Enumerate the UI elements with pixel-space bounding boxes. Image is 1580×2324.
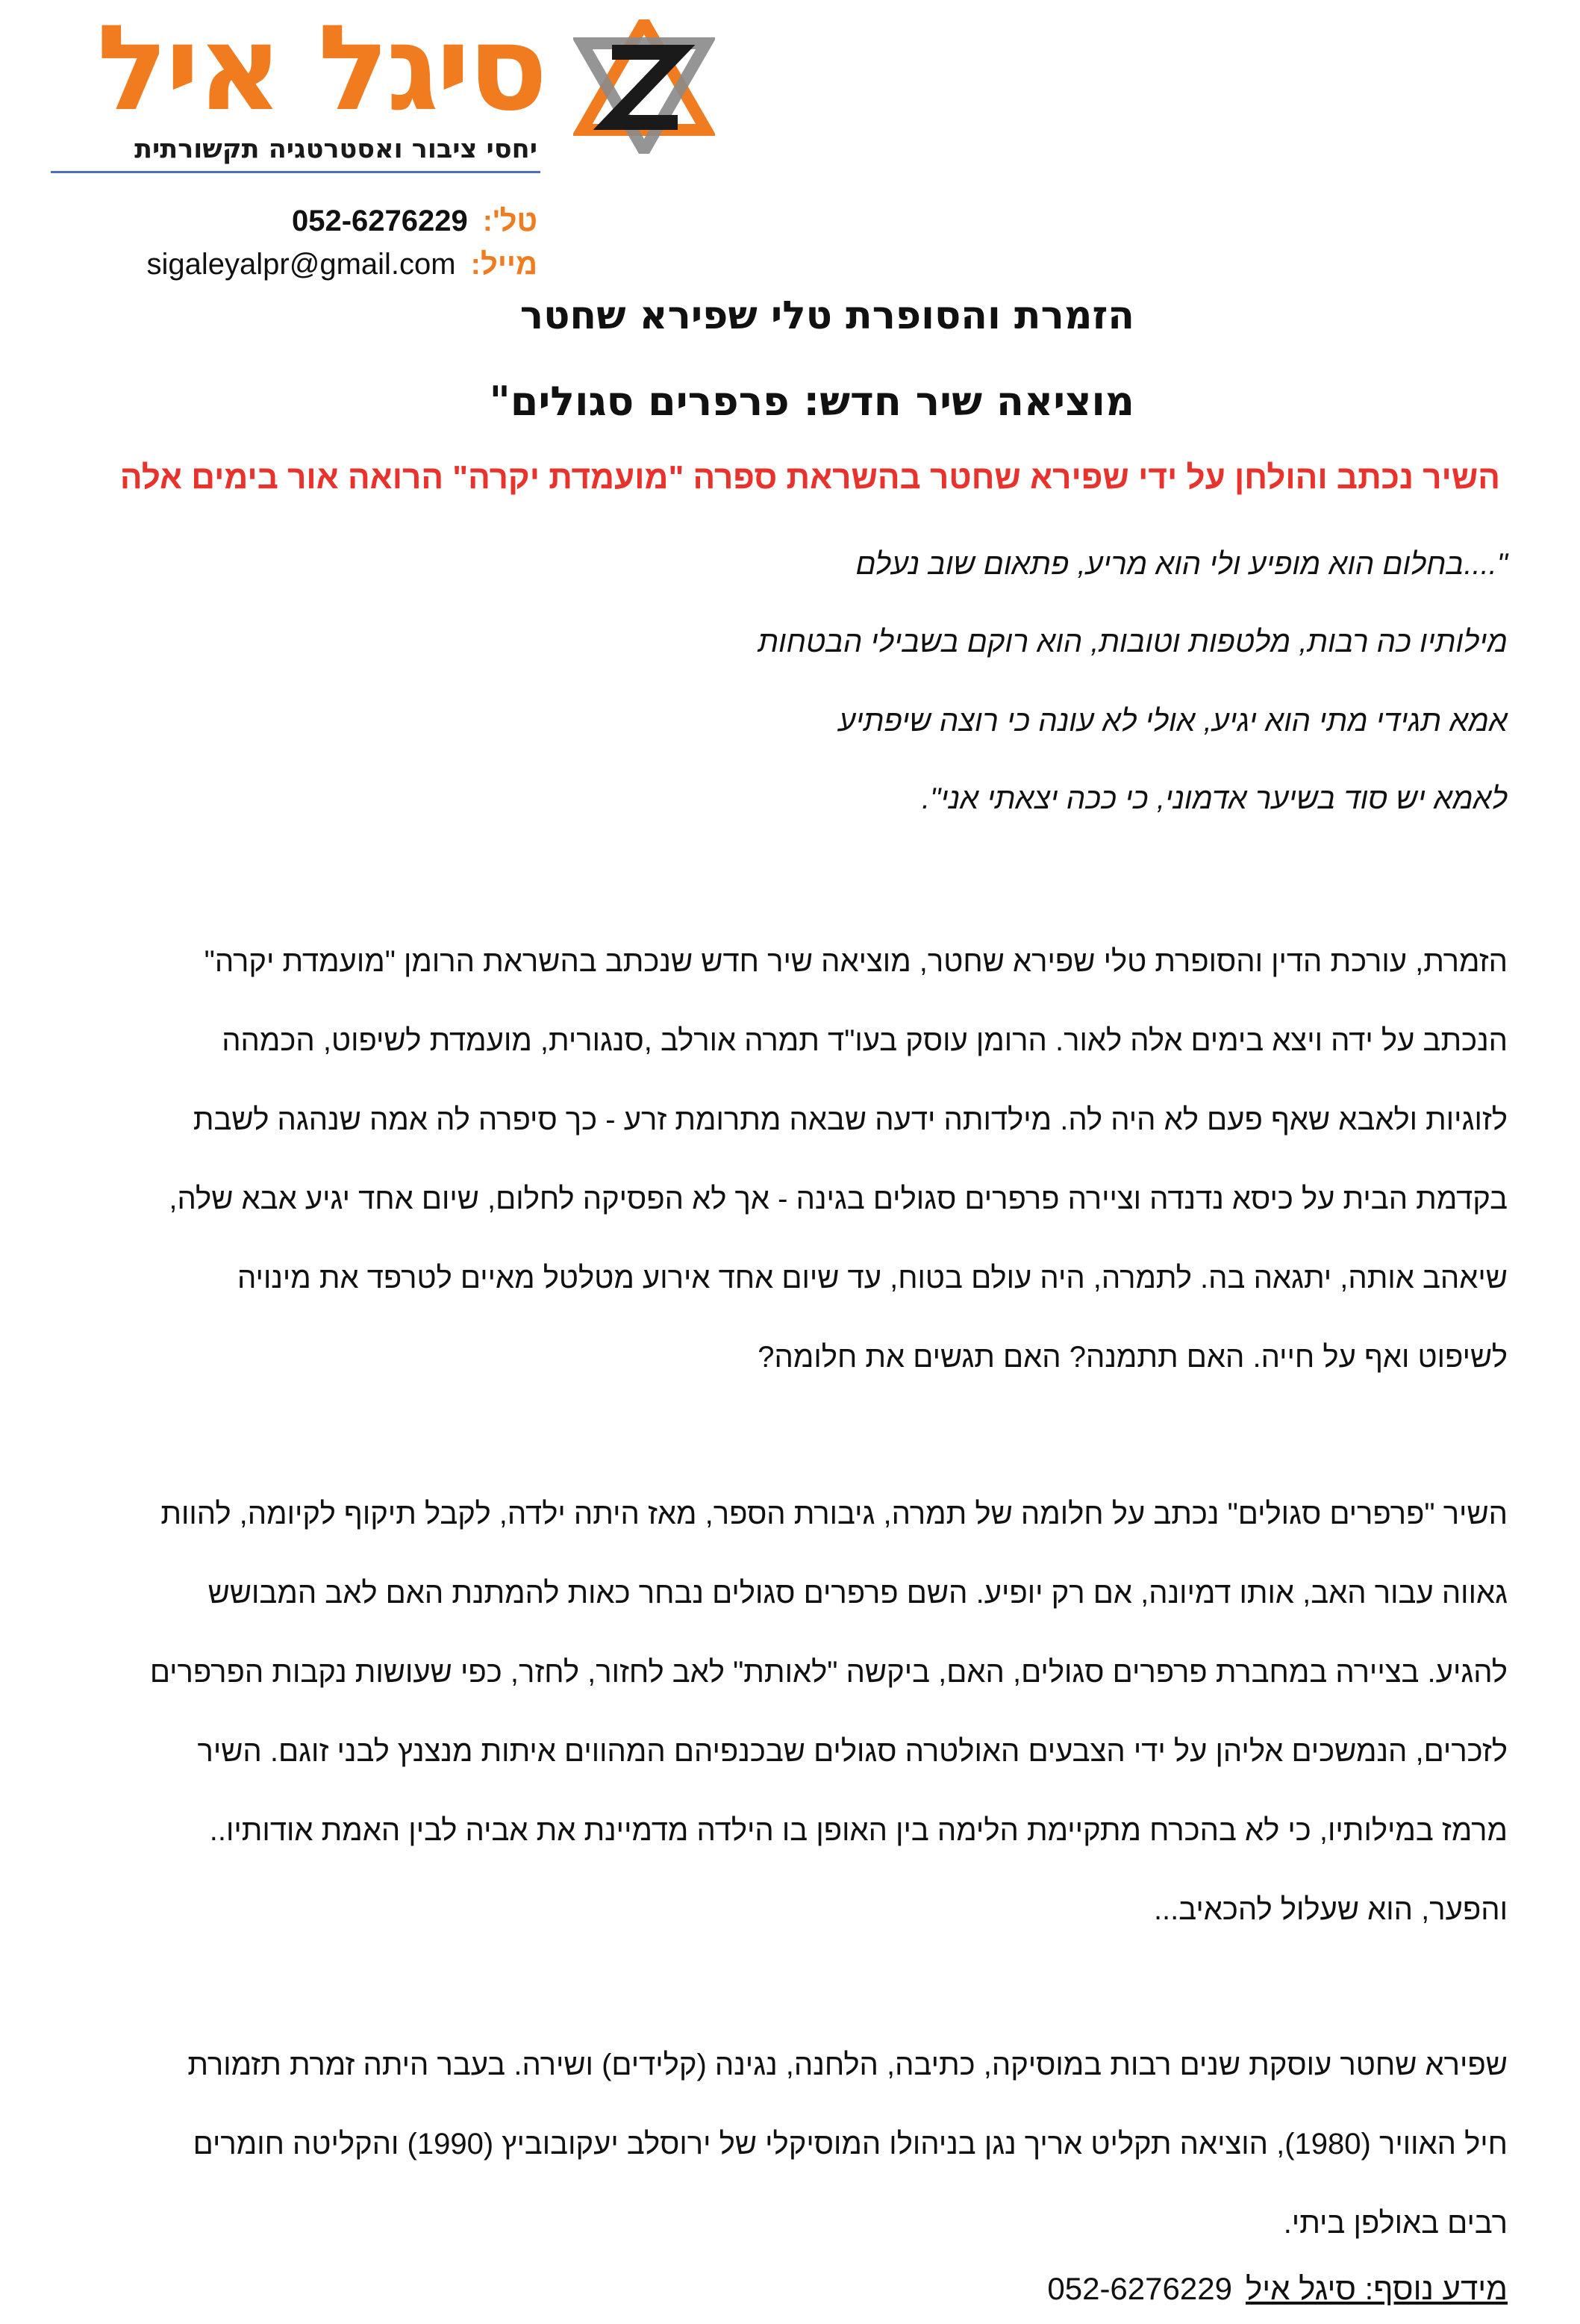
paragraph-1-line: שיאהב אותה, יתגאה בה. לתמרה, היה עולם בטוח, עד שיום אחד אירוע מטלטל מאיים לטרפד את מינויה	[237, 1262, 1508, 1295]
star-of-david-z-logo-icon	[573, 19, 715, 154]
footer-text: מידע נוסף: סיגל איל	[1245, 2271, 1508, 2306]
brand-tagline: יחסי ציבור ואסטרטגיה תקשורתית	[134, 134, 537, 164]
footer-contact	[1000, 2265, 1508, 2313]
paragraph-2-line: להגיע. בציירה במחברת פרפרים סגולים, האם, ביקשה "לאותת" לאב לחזור, לחזר, כפי שעושות נקבות הפרפרים	[149, 1656, 1508, 1689]
phone-value: 052-6276229	[291, 205, 468, 237]
lyric-line: "....בחלום הוא מופיע ולי הוא מריע, פתאום שוב נעלם	[855, 548, 1508, 581]
headline-line-1: הזמרת והסופרת טלי שפירא שחטר	[519, 293, 1134, 338]
lyric-line: אמא תגידי מתי הוא יגיע, אולי לא עונה כי רוצה שיפתיע	[838, 705, 1508, 738]
footer-phone: 052-6276229	[1047, 2271, 1232, 2306]
paragraph-2-line: והפער, הוא שעלול להכאיב...	[1153, 1893, 1508, 1926]
paragraph-2-line: השיר "פרפרים סגולים" נכתב על חלומה של תמרה, גיבורת הספר, מאז היתה ילדה, לקבל תיקוף לקיומה, להוות	[160, 1498, 1508, 1530]
paragraph-2-line: מרמז במילותיו, כי לא בהכרח מתקיימת הלימה בין האופן בו הילדה מדמיינת את אביה לבין האמת אודותיו..	[209, 1814, 1508, 1847]
contact-email	[75, 243, 537, 285]
paragraph-1-line: בקדמת הבית על כיסא נדנדה וציירה פרפרים סגולים בגינה - אך לא הפסיקה לחלום, שיום אחד יגיע אבא שלה,	[169, 1183, 1508, 1215]
paragraph-3-line: שפירא שחטר עוסקת שנים רבות במוסיקה, כתיבה, הלחנה, נגינה (קלידים) ושירה. בעבר היתה זמרת תזמורת	[187, 2049, 1508, 2081]
paragraph-1-line: הנכתב על ידה ויצא בימים אלה לאור. הרומן עוסק בעו"ד תמרה אורלב ,סנגורית, מועמדת לשיפוט, הכמהה	[222, 1024, 1508, 1057]
paragraph-1-line: לזוגיות ולאבא שאף פעם לא היה לה. מילדותה ידעה שבאה מתרומת זרע - כך סיפרה לה אמה שנהגה לשבת	[193, 1103, 1508, 1136]
email-link[interactable]: sigaleyalpr@gmail.com	[146, 248, 456, 281]
brand-name: סיגל איל	[96, 0, 545, 137]
tagline-underline	[51, 171, 540, 173]
phone-label: טל':	[482, 205, 537, 237]
paragraph-3-line: רבים באולפן ביתי.	[1283, 2207, 1508, 2240]
paragraph-3-line: חיל האוויר (1980), הוציאה תקליט אריך נגן בניהולו המוסיקלי של ירוסלב יעקובוביץ (1990) והקליטה חומרים	[193, 2128, 1508, 2161]
lyric-line: לאמא יש סוד בשיער אדמוני, כי ככה יצאתי אני".	[921, 782, 1508, 815]
subheadline: השיר נכתב והולחן על ידי שפירא שחטר בהשראת ספרה "מועמדת יקרה" הרואה אור בימים אלה	[119, 459, 1500, 496]
email-label: מייל:	[470, 248, 537, 281]
paragraph-1-line: הזמרת, עורכת הדין והסופרת טלי שפירא שחטר, מוציאה שיר חדש שנכתב בהשראת הרומן "מועמדת יקרה"	[204, 945, 1508, 978]
contact-phone	[75, 200, 537, 242]
paragraph-2-line: גאווה עבור האב, אותו דמיונה, אם רק יופיע. השם פרפרים סגולים נבחר כאות להמתנת האם לאב המבושש	[207, 1577, 1508, 1610]
paragraph-1-line: לשיפוט ואף על חייה. האם תתמנה? האם תגשים את חלומה?	[758, 1341, 1508, 1374]
paragraph-2-line: לזכרים, הנמשכים אליהן על ידי הצבעים האולטרה סגולים שבכנפיהם המהווים איתות מנצנץ לבני זוגם. השיר	[197, 1735, 1508, 1768]
lyric-line: מילותיו כה רבות, מלטפות וטובות, הוא רוקם בשבילי הבטחות	[758, 626, 1508, 658]
headline-line-2: מוציאה שיר חדש: פרפרים סגולים"	[489, 378, 1134, 425]
